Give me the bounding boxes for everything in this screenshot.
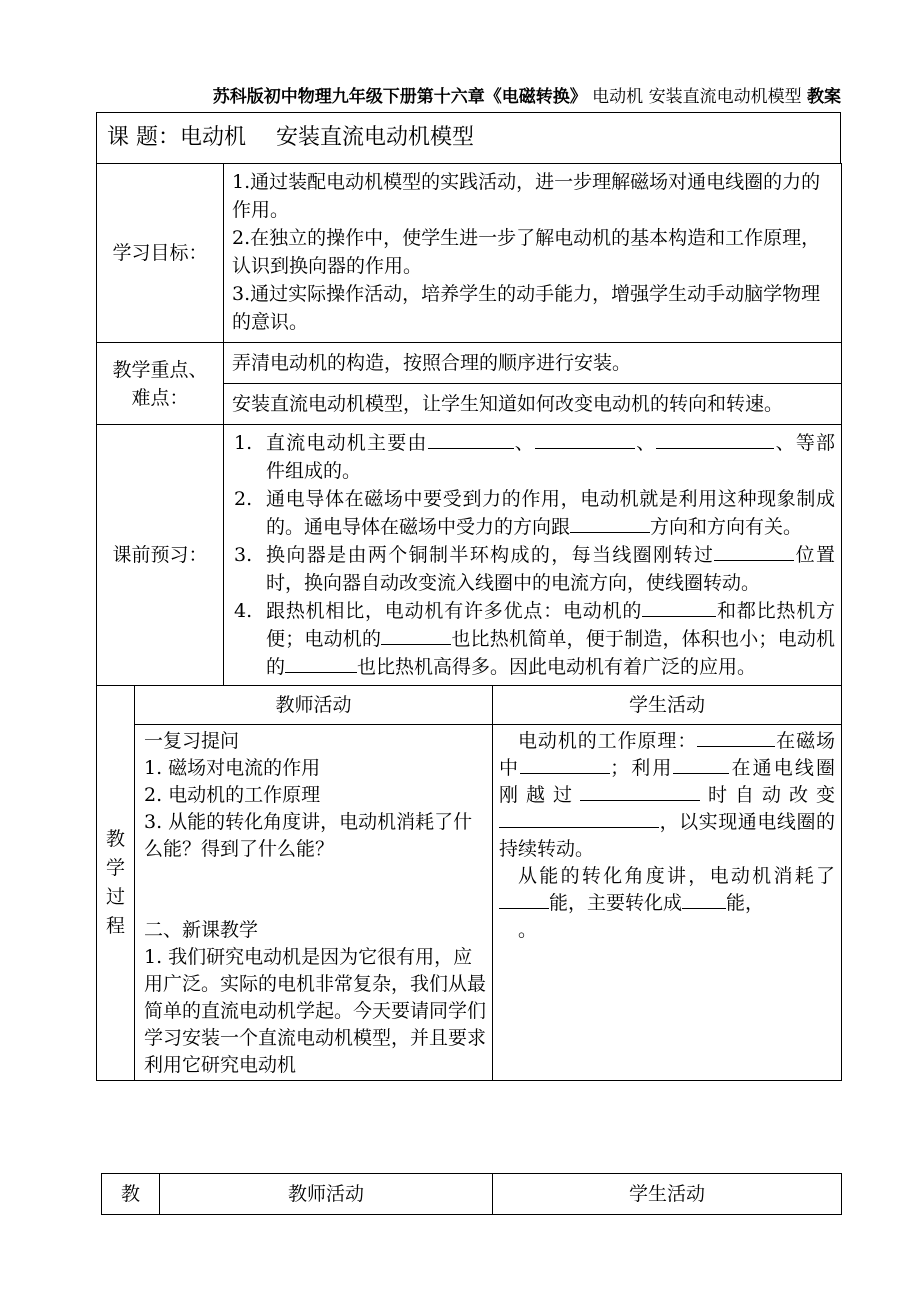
fill-blank[interactable] [428,430,514,449]
preview-content [224,425,842,686]
objectives-content [224,164,842,343]
next-page-first-cell: 教 [102,1174,160,1215]
next-page-student-header: 学生活动 [493,1174,842,1215]
fill-blank[interactable] [499,890,549,909]
fill-blank[interactable] [285,654,357,673]
topic-part2: 安装直流电动机模型 [276,125,475,150]
next-page-teacher-header: 教师活动 [160,1174,493,1215]
new-lesson-title: 二、新课教学 [144,919,259,941]
keypoints-label: 教学重点、 难点： [97,343,224,425]
difficult-point: 安装直流电动机模型，让学生知道如何改变电动机的转向和转速。 [224,384,842,425]
next-page-table [101,1173,842,1215]
fill-blank[interactable] [673,755,729,774]
header-middle: 电动机 安装直流电动机模型 [586,87,807,107]
fill-blank[interactable] [714,542,794,561]
fill-blank[interactable] [580,782,700,801]
fill-blank[interactable] [656,430,774,449]
preview-label: 课前预习： [97,425,224,686]
teacher-activity-content: 一复习提问 1. 磁场对电流的作用 2. 电动机的工作原理 3. 从能的转化角度讲，电动机消耗了什么能？得到了什么能？ 二、新课教学 1. 我们研究电动机是因为它很有用，应用广泛。实际的电机非常复杂，我们从最简单的直流电动机学起。今天要请同学们学习安装一个直流电动机模型，并且要求利用它研究电动机 [135,725,493,1081]
fill-blank[interactable] [642,598,716,617]
objective-item: 3.通过实际操作活动，培养学生的动手能力，增强学生动手动脑学物理的意识。 [232,283,821,333]
preview-question-4: 4. 跟热机相比，电动机有许多优点：电动机的 和都比热机方便；电动机的 也比热机简单，便于制造，体积也小；电动机的 也比热机高得多。因此电动机有着广泛的应用。 [234,600,836,678]
new-lesson-text: 1. 我们研究电动机是因为它很有用，应用广泛。实际的电机非常复杂，我们从最简单的直流电动机学起。今天要请同学们学习安装一个直流电动机模型，并且要求利用它研究电动机 [144,946,487,1076]
student-activity-header: 学生活动 [493,686,842,725]
process-vertical-label: 教 学 过 程 [97,686,135,1081]
key-point: 弄清电动机的构造，按照合理的顺序进行安装。 [224,343,842,384]
student-activity-content: 电动机的工作原理： 在磁场中 ；利用 在通电线圈刚越过 时自动改变，以实现通电线圈的持续转动。 从能的转化角度讲，电动机消耗了能，主要转化成 能， 。 [493,725,842,1081]
header-prefix: 苏科版初中物理九年级下册第十六章《电磁转换》 [212,87,587,107]
objective-item: 1.通过装配电动机模型的实践活动，进一步理解磁场对通电线圈的力的作用。 [232,171,821,221]
fill-blank[interactable] [682,890,726,909]
objective-item: 2.在独立的操作中，使学生进一步了解电动机的基本构造和工作原理，认识到换向器的作用。 [232,227,821,277]
fill-blank[interactable] [381,626,451,645]
teacher-activity-header: 教师活动 [135,686,493,725]
fill-blank[interactable] [535,430,635,449]
lesson-plan-table [96,163,842,1081]
objectives-label: 学习目标： [97,164,224,343]
fill-blank[interactable] [520,755,610,774]
topic-row [96,112,841,164]
fill-blank[interactable] [499,809,659,828]
topic-part1: 电动机 [180,125,247,150]
preview-question-3: 3. 换向器是由两个铜制半环构成的，每当线圈刚转过 位置时，换向器自动改变流入线圈中的电流方向，使线圈转动。 [234,544,836,594]
header-suffix: 教案 [807,87,841,107]
fill-blank[interactable] [697,728,775,747]
topic-label: 课 题： [107,125,180,150]
document-header [96,84,841,110]
fill-blank[interactable] [570,514,650,533]
preview-question-1: 1. 直流电动机主要由 、 、 、等部件组成的。 [234,432,836,482]
preview-question-2: 2. 通电导体在磁场中要受到力的作用，电动机就是利用这种现象制成的。通电导体在磁场中受力的方向跟 方向和方向有关。 [234,488,836,538]
